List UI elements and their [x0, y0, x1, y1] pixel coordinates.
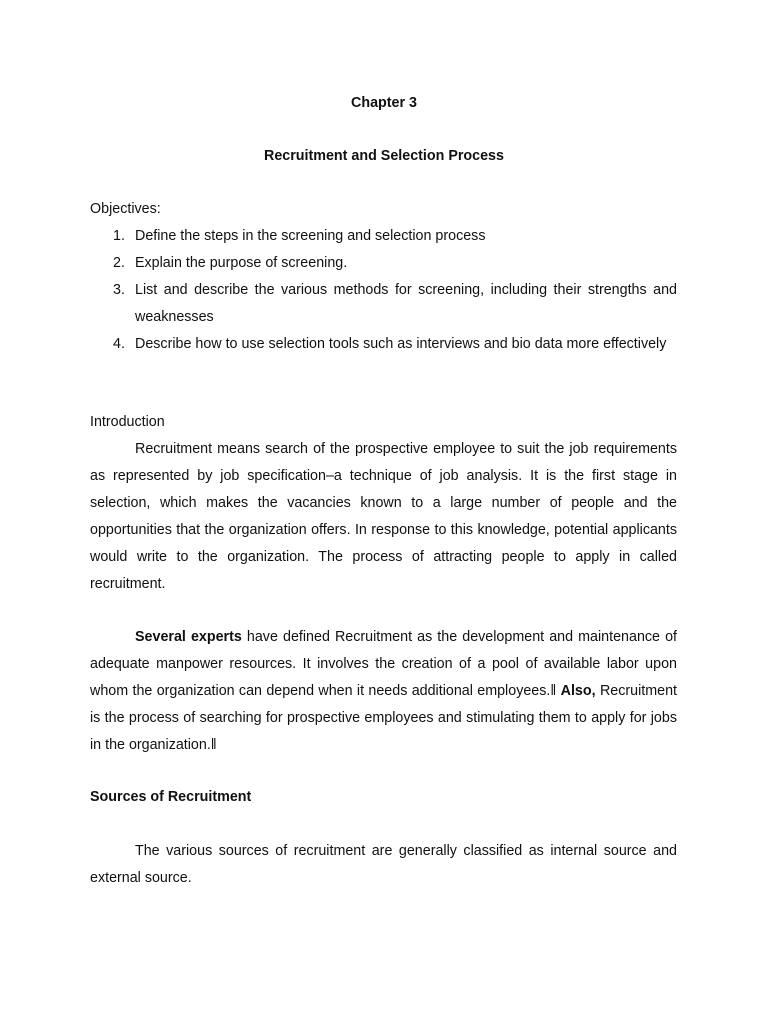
objective-item — [90, 331, 677, 358]
objective-item — [90, 250, 677, 277]
objective-text: List and describe the various methods for screening, including their strengths and weaknesses — [135, 282, 677, 325]
definition-text-2: Recruitment is the process of searching for prospective employees and stimulating them to apply for jobs in the organization.‖ — [90, 683, 678, 753]
chapter-number: Chapter 3 — [351, 95, 417, 111]
objective-number: 1. — [113, 228, 125, 244]
objective-text: Define the steps in the screening and selection process — [135, 228, 486, 244]
bold-lead-text: Several experts — [135, 629, 242, 645]
objective-number: 3. — [113, 282, 125, 298]
objectives-heading: Objectives: — [90, 201, 161, 217]
definition-paragraph — [90, 624, 677, 759]
sources-heading: Sources of Recruitment — [90, 789, 252, 805]
objective-text: Explain the purpose of screening. — [135, 255, 348, 271]
introduction-heading: Introduction — [90, 414, 165, 430]
chapter-title: Recruitment and Selection Process — [264, 148, 504, 164]
sources-paragraph: The various sources of recruitment are generally classified as internal source and external source. — [90, 843, 677, 886]
objective-item — [90, 223, 677, 250]
objective-number: 4. — [113, 336, 125, 352]
objectives-list — [90, 223, 677, 358]
introduction-paragraph: Recruitment means search of the prospective employee to suit the job requirements as represented by job specification–a technique of job analysis. It is the first stage in selection, which makes the vacancies known to a large number of people and the opportunities that the organization offers. In response to this knowledge, potential applicants would write to the organization. The process of attracting people to apply in called recruitment. — [90, 441, 677, 592]
objective-number: 2. — [113, 255, 125, 271]
bold-mid-text: Also, — [560, 683, 596, 699]
definition-text-1: have defined Recruitment as the development and maintenance of adequate manpower resources. It involves the creation of a pool of available labor upon whom the organization can depend when it needs additional employees.‖ — [90, 629, 677, 699]
objective-item — [90, 277, 677, 331]
objective-text: Describe how to use selection tools such as interviews and bio data more effectively — [135, 336, 667, 352]
